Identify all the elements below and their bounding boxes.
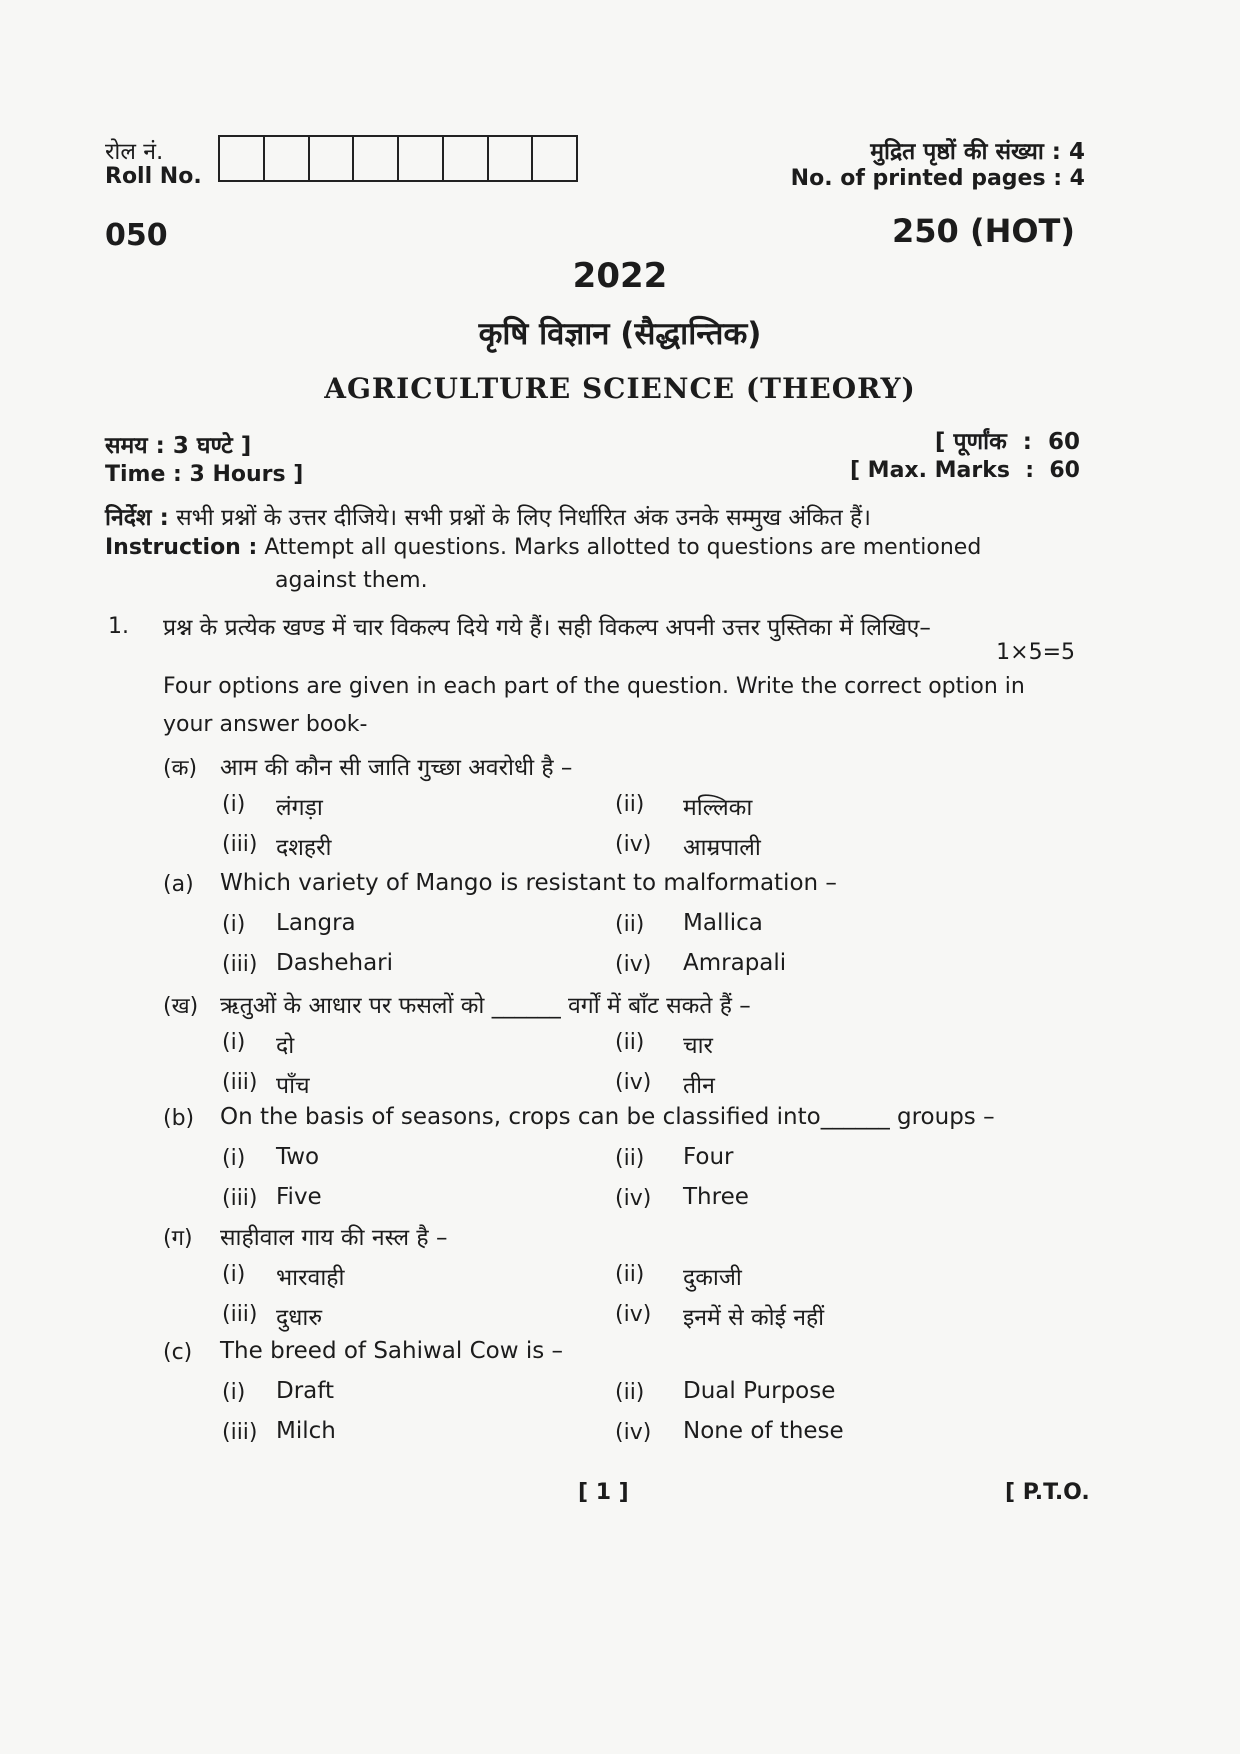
option-text: Milch (276, 1418, 336, 1444)
roll-digit-box[interactable] (310, 137, 355, 180)
roll-label-english: Roll No. (105, 164, 202, 189)
question-text-hindi: प्रश्न के प्रत्येक खण्ड में चार विकल्प दिये गये हैं। सही विकल्प अपनी उत्तर पुस्तिका में लिखिए– (163, 615, 931, 641)
option-text: Mallica (683, 910, 763, 936)
option-text: पाँच (276, 1073, 310, 1099)
part-question: आम की कौन सी जाति गुच्छा अवरोधी है – (220, 755, 573, 781)
option-text: Langra (276, 910, 356, 936)
part-question: Which variety of Mango is resistant to malformation – (220, 870, 837, 896)
option-label: (ii) (615, 1380, 645, 1405)
question-text-english-line2: your answer book- (163, 712, 368, 737)
option-label: (i) (222, 1380, 246, 1405)
option-label: (ii) (615, 912, 645, 937)
part-question: The breed of Sahiwal Cow is – (220, 1338, 564, 1364)
max-marks-hindi: [ पूर्णांक : 60 (934, 429, 1080, 455)
option-text: Draft (276, 1378, 334, 1404)
part-label: (b) (163, 1106, 195, 1131)
option-text: Dual Purpose (683, 1378, 836, 1404)
option-text: दो (276, 1033, 295, 1059)
option-label: (ii) (615, 1146, 645, 1171)
option-label: (iii) (222, 1420, 258, 1445)
part-question: ऋतुओं के आधार पर फसलों को ______ वर्गों में बाँट सकते हैं – (220, 993, 751, 1019)
question-number: 1. (108, 614, 129, 639)
option-label: (iv) (615, 1420, 652, 1445)
printed-pages-english: No. of printed pages : 4 (790, 166, 1085, 191)
option-text: दुकाजी (683, 1265, 742, 1291)
part-label: (क) (163, 756, 198, 781)
instruction-hindi (105, 500, 871, 532)
option-label: (i) (222, 792, 246, 817)
option-text: Two (276, 1144, 320, 1170)
roll-digit-box[interactable] (399, 137, 444, 180)
option-label: (iv) (615, 1302, 652, 1327)
option-text: इनमें से कोई नहीं (683, 1305, 825, 1331)
option-text: भारवाही (276, 1265, 345, 1291)
part-question: On the basis of seasons, crops can be classified into______ groups – (220, 1104, 995, 1130)
time-english: Time : 3 Hours ] (105, 462, 304, 487)
paper-series-code: 250 (HOT) (892, 212, 1075, 250)
question-text-english-line1: Four options are given in each part of the question. Write the correct option in (163, 674, 1025, 699)
option-text: मल्लिका (683, 795, 753, 821)
option-label: (iii) (222, 1186, 258, 1211)
option-label: (i) (222, 912, 246, 937)
option-label: (iii) (222, 1302, 258, 1327)
time-hindi: समय : 3 घण्टे ] (105, 433, 252, 459)
option-label: (ii) (615, 792, 645, 817)
option-text: चार (683, 1033, 713, 1059)
roll-digit-box[interactable] (354, 137, 399, 180)
roll-number-boxes (218, 135, 578, 182)
option-label: (iii) (222, 832, 258, 857)
option-text: Five (276, 1184, 322, 1210)
option-text: आम्रपाली (683, 835, 761, 861)
option-label: (iv) (615, 952, 652, 977)
option-label: (iii) (222, 952, 258, 977)
option-text: Four (683, 1144, 734, 1170)
part-label: (ख) (163, 994, 199, 1019)
subject-title-hindi: कृषि विज्ञान (सैद्धान्तिक) (478, 316, 762, 352)
option-text: लंगड़ा (276, 795, 323, 821)
subject-title-english: AGRICULTURE SCIENCE (THEORY) (324, 372, 916, 405)
page-number: [ 1 ] (578, 1480, 629, 1505)
roll-digit-box[interactable] (265, 137, 310, 180)
instruction-english-line1: Attempt all questions. Marks allotted to questions are mentioned (264, 535, 982, 560)
option-label: (iv) (615, 1070, 652, 1095)
option-label: (ii) (615, 1262, 645, 1287)
instruction-hindi-text: सभी प्रश्नों के उत्तर दीजिये। सभी प्रश्नों के लिए निर्धारित अंक उनके सम्मुख अंकित हैं। (176, 505, 871, 531)
printed-pages-hindi: मुद्रित पृष्ठों की संख्या : 4 (870, 139, 1085, 165)
option-label: (i) (222, 1146, 246, 1171)
roll-digit-box[interactable] (489, 137, 534, 180)
option-label: (ii) (615, 1030, 645, 1055)
instruction-english-line2: against them. (275, 568, 428, 593)
option-text: दशहरी (276, 835, 332, 861)
instruction-hindi-label: निर्देश : (105, 505, 169, 531)
option-text: None of these (683, 1418, 844, 1444)
option-text: Amrapali (683, 950, 787, 976)
roll-digit-box[interactable] (444, 137, 489, 180)
option-label: (iv) (615, 832, 652, 857)
please-turn-over: [ P.T.O. (1005, 1480, 1090, 1505)
option-text: तीन (683, 1073, 715, 1099)
part-label: (a) (163, 872, 194, 897)
part-question: साहीवाल गाय की नस्ल है – (220, 1225, 448, 1251)
exam-year: 2022 (572, 256, 668, 296)
roll-label-hindi: रोल नं. (105, 139, 164, 165)
instruction-english-label: Instruction : (105, 535, 258, 560)
instruction-english (105, 535, 981, 560)
option-text: Three (683, 1184, 749, 1210)
part-label: (ग) (163, 1226, 193, 1251)
option-label: (i) (222, 1262, 246, 1287)
option-text: दुधारु (276, 1305, 323, 1331)
question-marks: 1×5=5 (996, 640, 1075, 665)
option-label: (iv) (615, 1186, 652, 1211)
option-label: (iii) (222, 1070, 258, 1095)
option-label: (i) (222, 1030, 246, 1055)
max-marks-english: [ Max. Marks : 60 (849, 458, 1080, 483)
roll-digit-box[interactable] (533, 137, 576, 180)
roll-digit-box[interactable] (220, 137, 265, 180)
part-label: (c) (163, 1340, 193, 1365)
paper-code: 050 (105, 218, 168, 253)
option-text: Dashehari (276, 950, 394, 976)
